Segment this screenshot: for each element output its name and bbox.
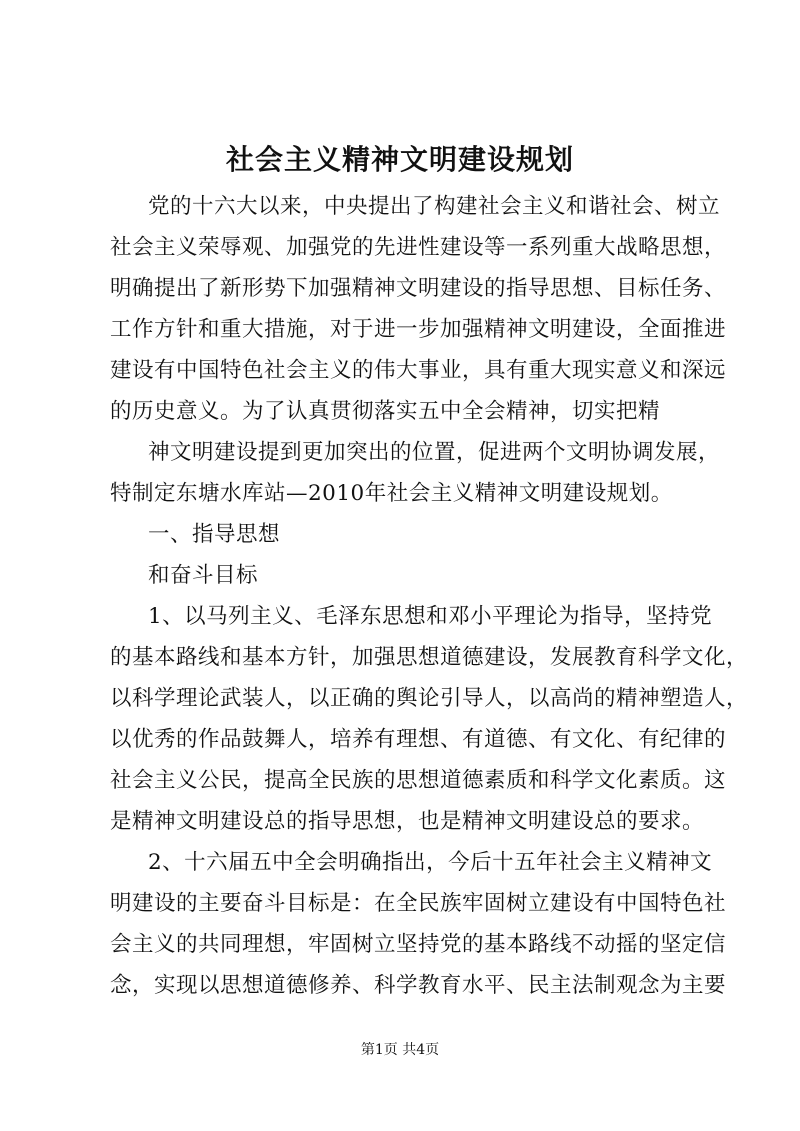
paragraph-line: 会主义的共同理想，牢固树立坚持党的基本路线不动摇的坚定信 xyxy=(110,932,727,957)
paragraph-line: 神文明建设提到更加突出的位置，促进两个文明协调发展， xyxy=(148,440,721,465)
paragraph-line: 党的十六大以来，中央提出了构建社会主义和谐社会、树立 xyxy=(148,194,721,219)
paragraph-line: 2、十六届五中全会明确指出，今后十五年社会主义精神文 xyxy=(148,850,713,875)
page-number-footer: 第1页 共4页 xyxy=(360,1042,440,1058)
paragraph-line: 明建设的主要奋斗目标是：在全民族牢固树立建设有中国特色社 xyxy=(110,891,727,916)
section-heading: 和奋斗目标 xyxy=(148,563,259,588)
paragraph-line: 的基本路线和基本方针，加强思想道德建设，发展教育科学文化， xyxy=(110,645,749,670)
paragraph-line: 1、以马列主义、毛泽东思想和邓小平理论为指导，坚持党 xyxy=(148,604,713,629)
section-heading: 一、指导思想 xyxy=(148,522,281,547)
paragraph-line: 建设有中国特色社会主义的伟大事业，具有重大现实意义和深远 xyxy=(110,358,727,383)
paragraph-line: 以优秀的作品鼓舞人，培养有理想、有道德、有文化、有纪律的 xyxy=(110,727,727,752)
paragraph-line: 社会主义公民，提高全民族的思想道德素质和科学文化素质。这 xyxy=(110,768,727,793)
paragraph-line: 念，实现以思想道德修养、科学教育水平、民主法制观念为主要 xyxy=(110,973,727,998)
paragraph-line: 的历史意义。为了认真贯彻落实五中全会精神，切实把精 xyxy=(110,399,661,424)
document-title: 社会主义精神文明建设规划 xyxy=(225,143,574,176)
paragraph-line: 社会主义荣辱观、加强党的先进性建设等一系列重大战略思想， xyxy=(110,235,727,260)
paragraph-line: 特制定东塘水库站—2010年社会主义精神文明建设规划。 xyxy=(110,481,673,506)
paragraph-line: 明确提出了新形势下加强精神文明建设的指导思想、目标任务、 xyxy=(110,276,727,301)
paragraph-line: 是精神文明建设总的指导思想，也是精神文明建设总的要求。 xyxy=(110,809,705,834)
paragraph-line: 工作方针和重大措施，对于进一步加强精神文明建设，全面推进 xyxy=(110,317,727,342)
paragraph-line: 以科学理论武装人，以正确的舆论引导人，以高尚的精神塑造人， xyxy=(110,686,749,711)
